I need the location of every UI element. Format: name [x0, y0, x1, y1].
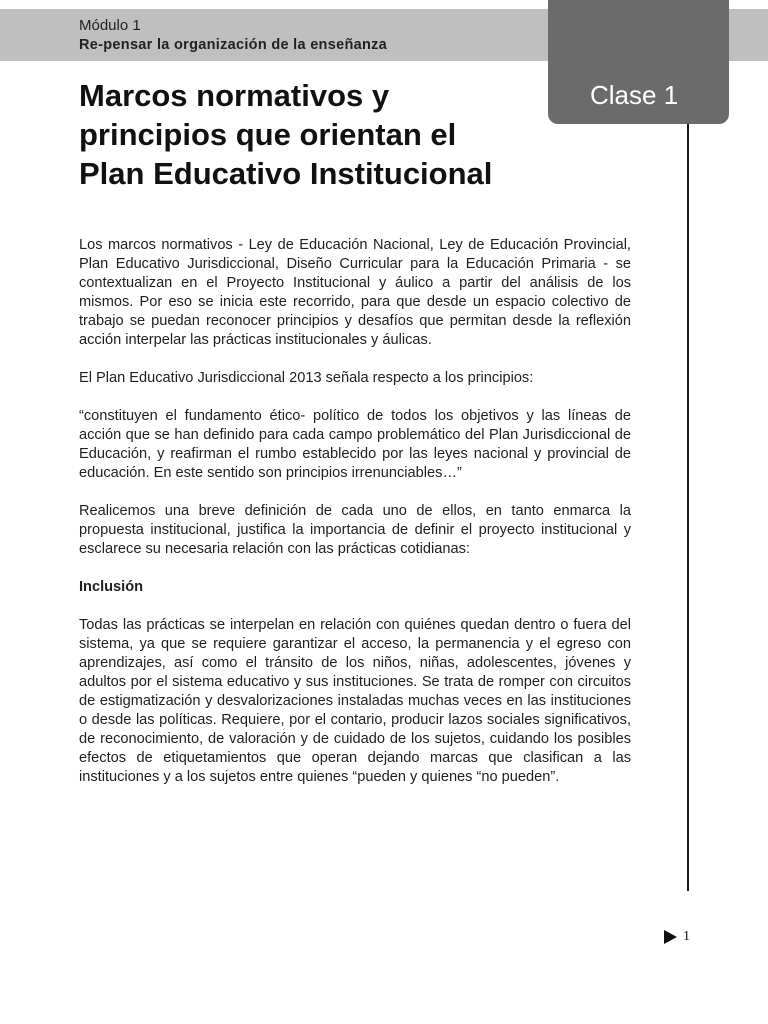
page-title	[79, 76, 539, 193]
page-number-text: 1	[683, 929, 690, 944]
page-number	[664, 929, 690, 945]
intro-paragraph: Los marcos normativos - Ley de Educación Nacional, Ley de Educación Provincial, Plan Educativo Jurisdiccional, Diseño Curricular para la Educación Primaria - se contextualizan en el Proyecto Institucional y áulico a partir del análisis de los mismos. Por eso se inicia este recorrido, para que desde un espacio colectivo de trabajo se puedan reconocer principios y desafíos que permitan desde la reflexión acción interpelar las prácticas institucionales y áulicas.	[79, 237, 631, 348]
section-heading-inclusion: Inclusión	[79, 579, 144, 595]
module-label: Módulo 1	[79, 17, 141, 34]
title-line: Marcos normativos y	[79, 78, 390, 113]
title-line: principios que orientan el	[79, 117, 457, 152]
class-label: Clase 1	[590, 80, 679, 110]
inclusion-paragraph: Todas las prácticas se interpelan en relación con quiénes quedan dentro o fuera del sistema, ya que se requiere garantizar el acceso, la permanencia y el egreso con aprendizajes, así como el tránsito de los niños, niñas, adolescentes, jóvenes y adultos por el sistema educativo y sus instituciones. Se trata de romper con circuitos de estigmatización y desvalorizaciones instaladas muchas veces en las instituciones o desde las políticas. Requiere, por el contario, producir lazos sociales significativos, de reconocimiento, de valoración y de cuidado de los sujetos, cuidando los posibles efectos de etiquetamientos que operan dejando marcas que clasifican a las instituciones y a los sujetos entre quienes “pueden y quienes “no pueden”.	[79, 617, 631, 785]
definition-paragraph: Realicemos una breve definición de cada uno de ellos, en tanto enmarca la propuesta institucional, justifica la importancia de definir el proyecto institucional y esclarece su necesaria relación con las prácticas cotidianas:	[79, 503, 631, 557]
margin-rule	[687, 124, 689, 891]
quote-paragraph: “constituyen el fundamento ético- político de todos los objetivos y las líneas de acción que se han definido para cada campo problemático del Plan Jurisdiccional de Educación, y reafirman el rumbo establecido por las leyes nacional y provincial de educación. En este sentido son principios irrenunciables…”	[79, 408, 631, 481]
title-line: Plan Educativo Institucional	[79, 156, 493, 191]
principles-intro: El Plan Educativo Jurisdiccional 2013 señala respecto a los principios:	[79, 370, 534, 386]
triangle-right-icon	[664, 930, 677, 944]
body-text	[79, 236, 631, 806]
module-subtitle: Re-pensar la organización de la enseñanza	[79, 37, 388, 53]
